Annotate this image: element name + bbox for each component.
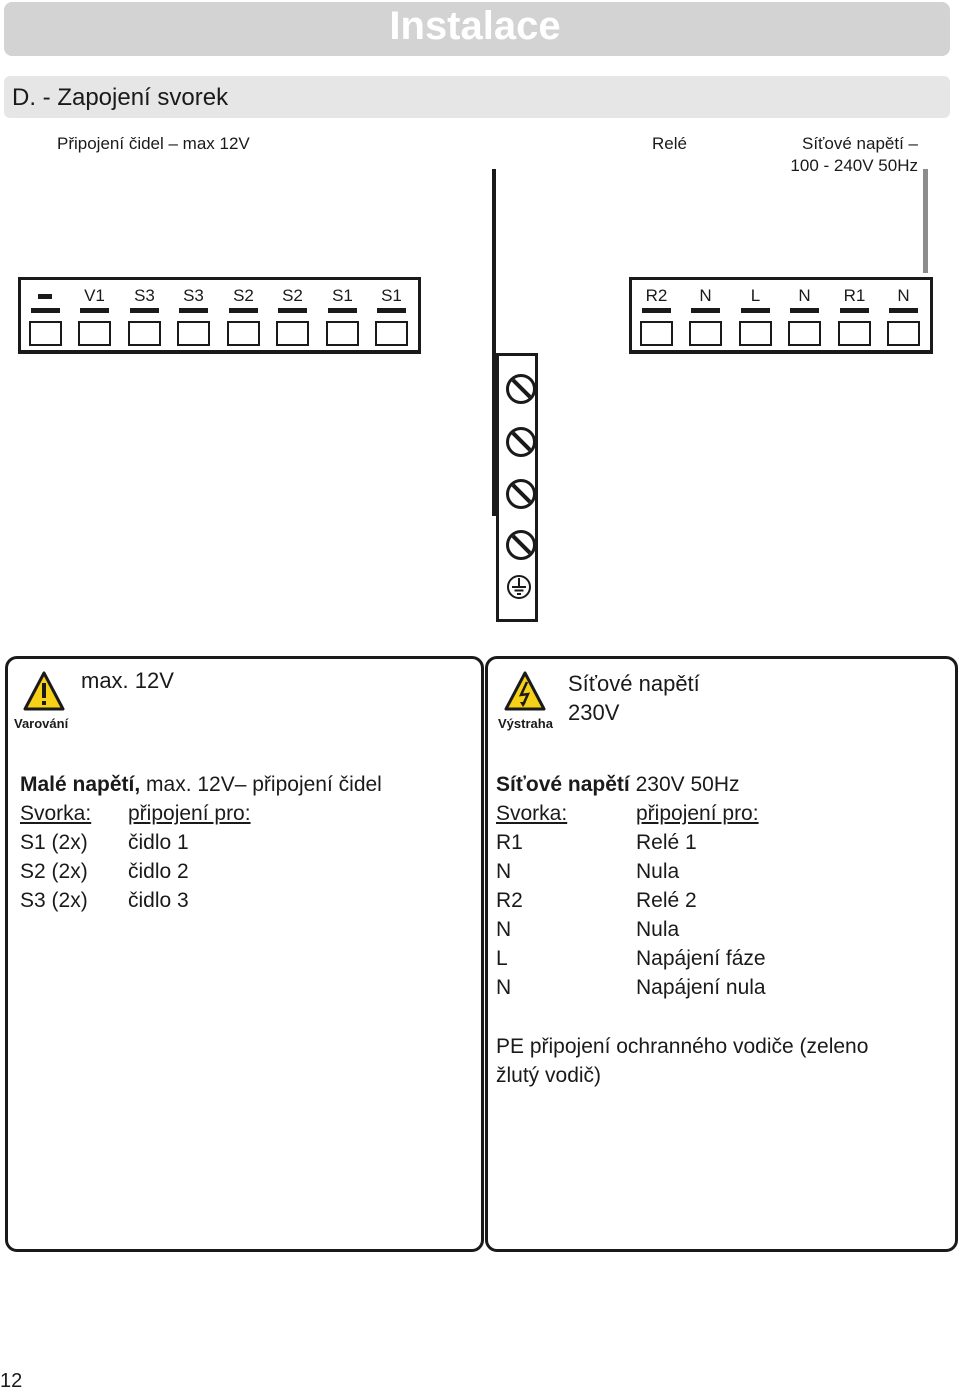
table-header [496,799,766,828]
terminal-label: S1 [381,286,402,305]
screw-terminal-strip [496,353,538,622]
ground-icon [506,574,532,600]
low-voltage-terminal-strip [18,277,421,354]
terminal-label: R1 [843,286,866,305]
section-title: D. - Zapojení svorek [12,84,229,111]
cell-use: čidlo 1 [128,831,189,854]
cell-use: Nula [636,918,680,941]
terminal [120,280,169,350]
table-row [496,857,766,886]
heading-rest: max. 12V– připojení čidel [140,773,382,796]
terminal [830,280,879,350]
sensor-label: Připojení čidel – max 12V [57,134,250,153]
col-header: připojení pro: [128,802,251,825]
warning-caption: Varování [14,716,69,731]
terminal-label: R2 [645,286,668,305]
col-header: připojení pro: [636,802,759,825]
cell-terminal: N [496,976,512,999]
mains-label-line2: 100 - 240V 50Hz [790,156,918,175]
terminal-label: S2 [233,286,254,305]
terminal [318,280,367,350]
heading-bold: Malé napětí, [20,773,141,796]
mains-wire [923,169,928,273]
terminal [169,280,218,350]
table-row [496,944,766,973]
heading-bold: Síťové napětí [496,773,630,796]
pe-note-line2: žlutý vodič) [496,1064,602,1087]
cell-terminal: S1 (2x) [20,831,88,854]
cell-use: Relé 1 [636,831,697,854]
cell-use: Napájení fáze [636,947,766,970]
terminal [632,280,681,350]
page-title: Instalace [389,4,561,48]
high-voltage-icon [503,670,547,712]
cell-use: Relé 2 [636,889,697,912]
left-table [20,799,251,915]
table-row [496,886,766,915]
low-voltage-heading [20,770,382,799]
screw-icon [506,427,536,457]
heading-rest: 230V 50Hz [629,773,740,796]
cell-use: čidlo 2 [128,860,189,883]
screw-icon [506,530,536,560]
table-row [496,915,766,944]
terminal [367,280,416,350]
cell-terminal: N [496,860,512,883]
terminal-label: S1 [332,286,353,305]
danger-caption: Výstraha [498,716,553,731]
warning-icon [22,670,66,712]
cell-use: Nula [636,860,680,883]
terminal-label: V1 [84,286,105,305]
col-header: Svorka: [496,802,568,825]
terminal [780,280,829,350]
mains-label-line1: Síťové napětí – [801,134,918,153]
screw-icon [506,479,536,509]
col-header: Svorka: [20,802,92,825]
cell-use: čidlo 3 [128,889,189,912]
table-row [20,828,251,857]
terminal-label: N [699,286,712,305]
right-table [496,799,766,1002]
table-row [496,973,766,1002]
terminal-label: S2 [282,286,303,305]
cell-terminal: N [496,918,512,941]
terminal [681,280,730,350]
screw-icon [506,374,536,404]
mains-terminal-strip [629,277,933,354]
terminal-label: S3 [134,286,155,305]
cell-terminal: L [496,947,508,970]
terminal-minus [21,280,70,350]
terminal [219,280,268,350]
terminal [731,280,780,350]
cell-terminal: S2 (2x) [20,860,88,883]
minus-icon [38,294,52,299]
mains-voltage-text-1: Síťové napětí [568,671,700,696]
mains-heading [496,770,740,799]
low-voltage-panel [5,656,484,1252]
cell-use: Napájení nula [636,976,766,999]
terminal-label: S3 [183,286,204,305]
table-row [20,886,251,915]
page-number: 12 [0,1370,23,1392]
cell-terminal: R2 [496,889,523,912]
table-header [20,799,251,828]
relay-label: Relé [652,134,687,153]
terminal-label: N [897,286,910,305]
terminal [268,280,317,350]
terminal-label: L [750,286,761,305]
cell-terminal: S3 (2x) [20,889,88,912]
table-row [20,857,251,886]
table-row [496,828,766,857]
terminal [879,280,928,350]
cell-terminal: R1 [496,831,523,854]
terminal-label: N [798,286,811,305]
pe-note-line1: PE připojení ochranného vodiče (zeleno [496,1035,869,1058]
mains-voltage-text-2: 230V [568,700,620,725]
terminal [70,280,119,350]
low-voltage-max: max. 12V [81,668,174,693]
